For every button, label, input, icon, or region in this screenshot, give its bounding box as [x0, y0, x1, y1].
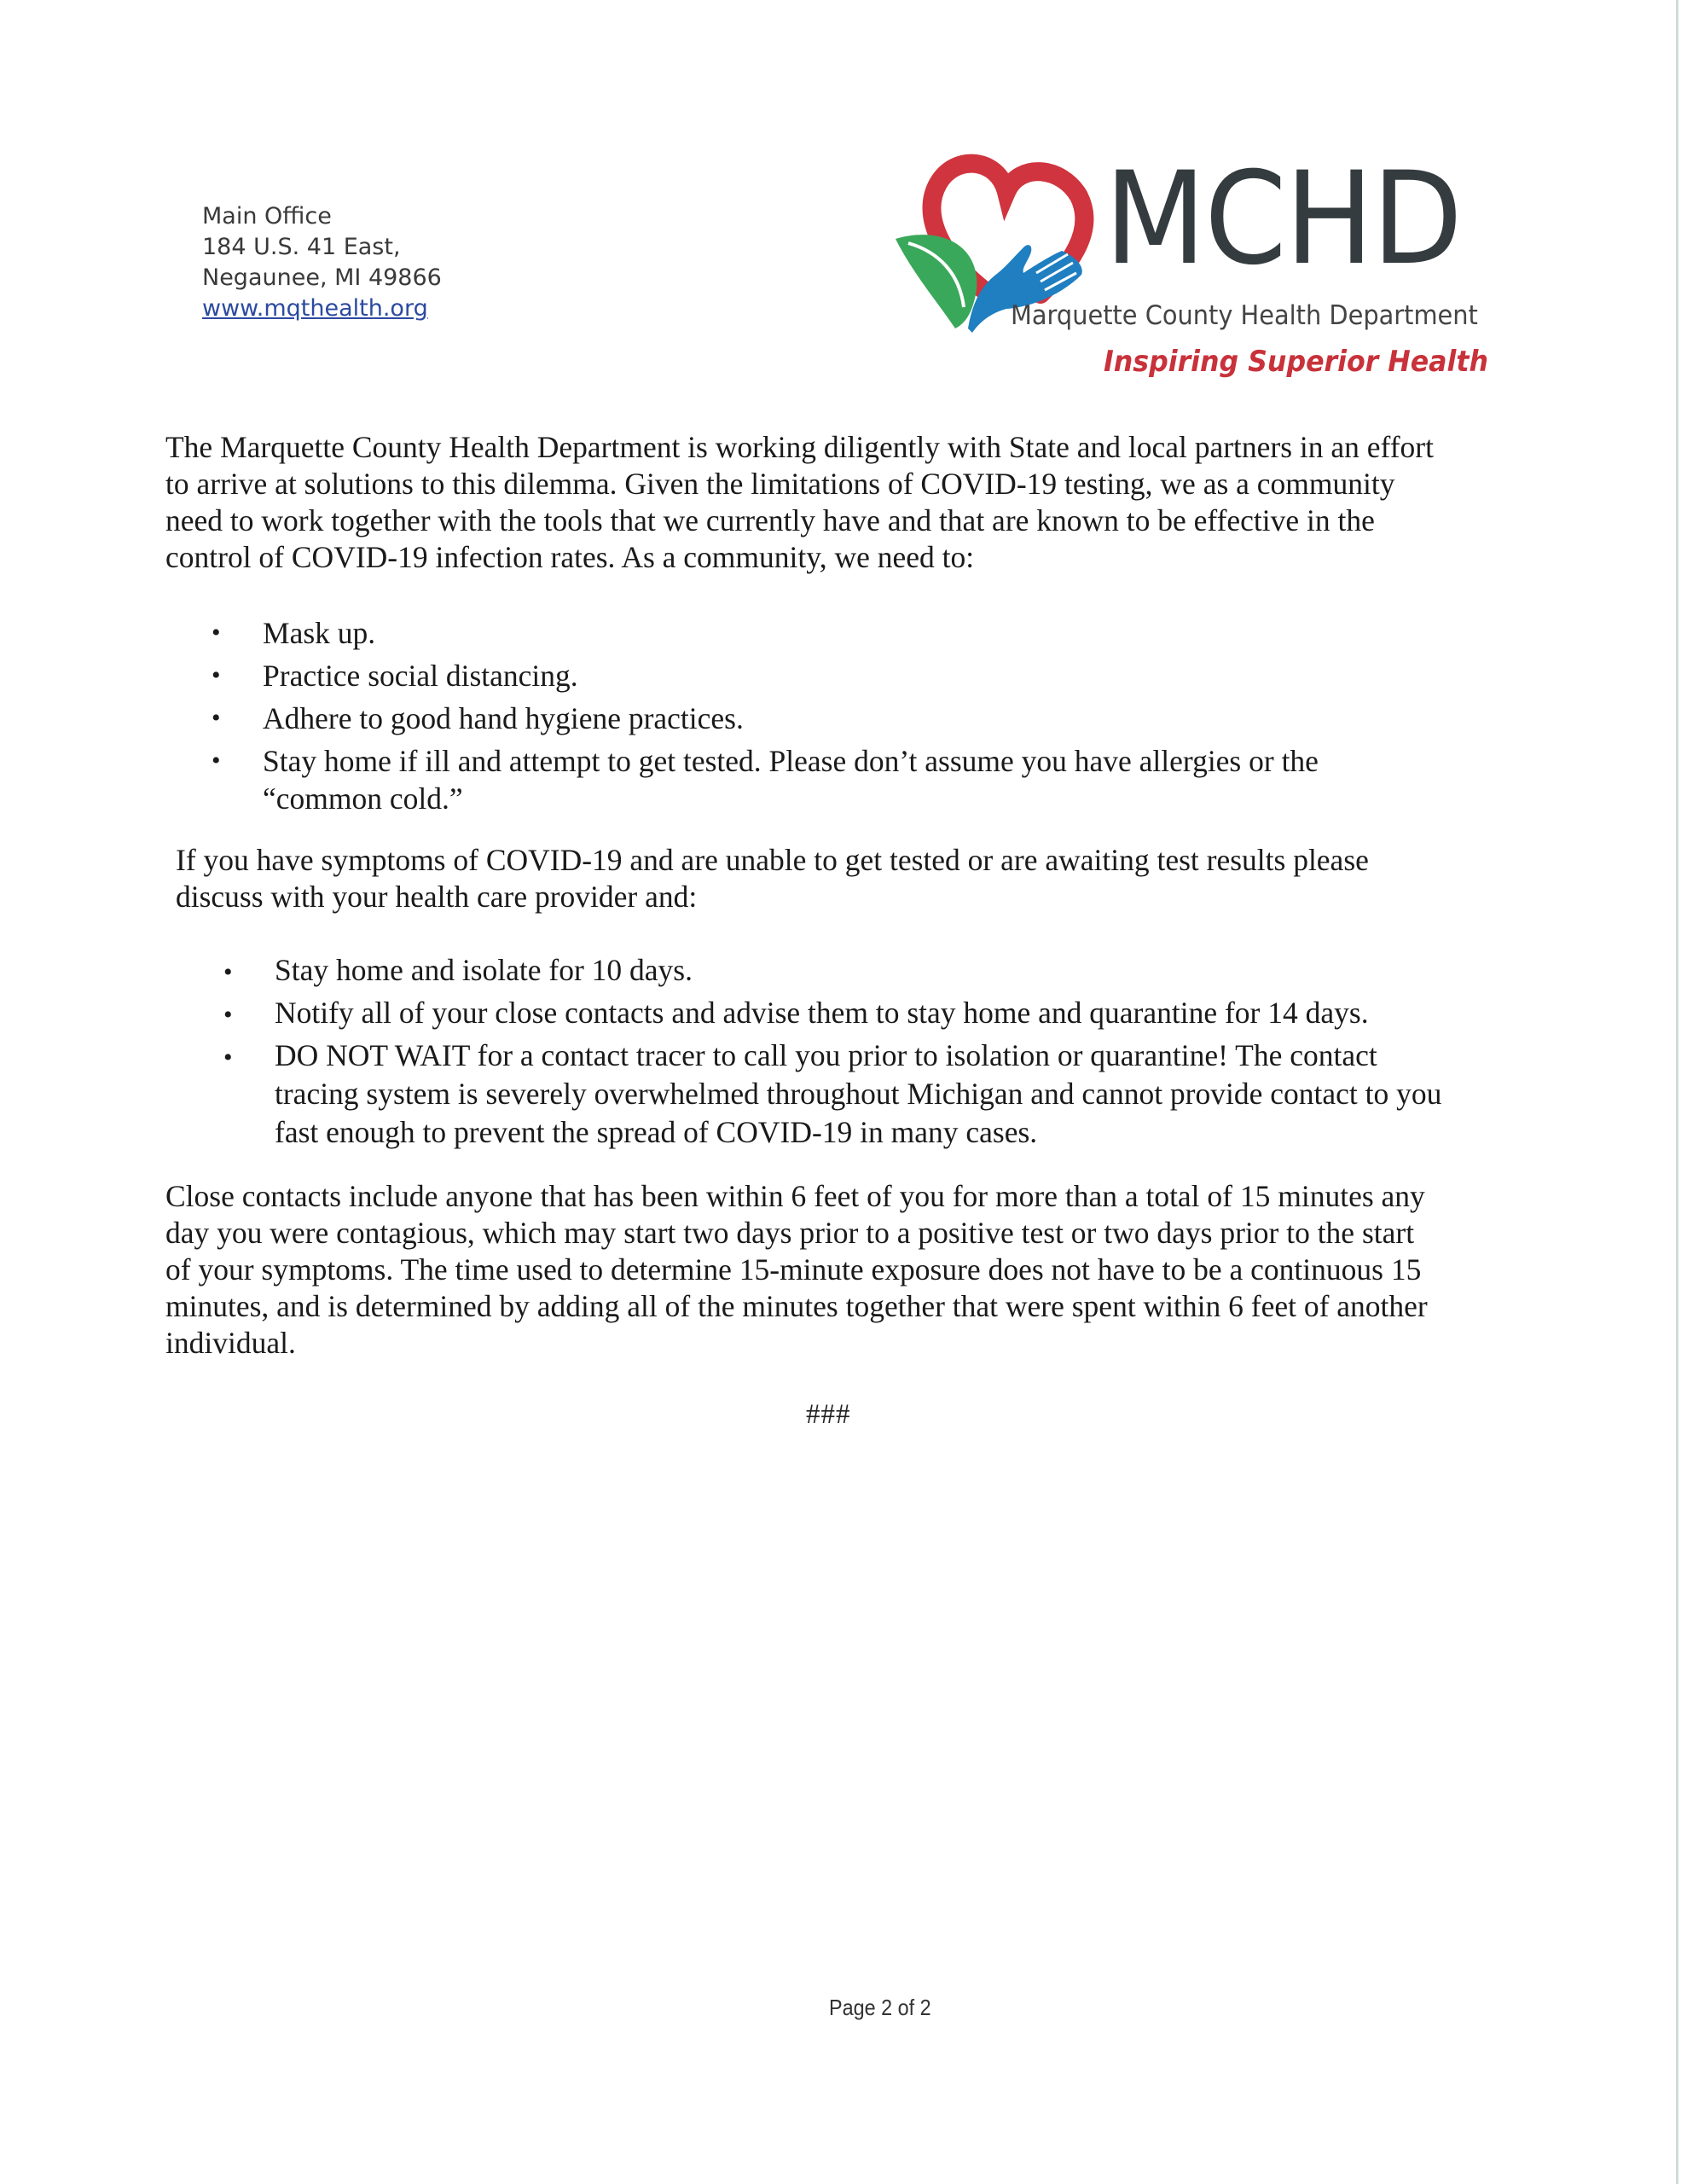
end-of-document-mark: ### [806, 1399, 851, 1430]
text-line: to arrive at solutions to this dilemma. Given the limitations of COVID-19 testing, we as a community [165, 467, 1395, 501]
list-item-text: fast enough to prevent the spread of COVID-19 in many cases. [275, 1115, 1038, 1149]
bullet-icon: • [212, 746, 221, 775]
list-item [212, 612, 1319, 654]
text-line: day you were contagious, which may start two days prior to a positive test or two days prior to the start [165, 1216, 1415, 1250]
text-line: If you have symptoms of COVID-19 and are unable to get tested or are awaiting test results please [176, 843, 1369, 877]
logo-acronym: MCHD [1104, 145, 1462, 293]
city-state-zip: Negaunee, MI 49866 [202, 264, 442, 291]
list-item [223, 951, 1441, 990]
close-contacts-paragraph [165, 1178, 1522, 1362]
website-link[interactable]: www.mqthealth.org [202, 295, 428, 322]
text-line: discuss with your health care provider and: [176, 880, 698, 914]
leaf-icon [896, 235, 977, 328]
list-item [223, 994, 1441, 1032]
list-item-text: Stay home and isolate for 10 days. [275, 953, 693, 987]
bullet-icon: • [212, 661, 221, 689]
text-line: control of COVID-19 infection rates. As a community, we need to: [165, 540, 975, 574]
logo-organization-name: Marquette County Health Department [1011, 300, 1478, 331]
text-line: The Marquette County Health Department is working diligently with State and local partners in an effort [165, 430, 1434, 464]
office-label: Main Office [202, 203, 332, 229]
mchd-logo [887, 136, 1501, 392]
symptom-actions-list [223, 951, 1441, 1156]
text-line: need to work together with the tools that we currently have and that are known to be effective in the [165, 503, 1375, 537]
list-item [212, 697, 1319, 740]
office-address [202, 201, 442, 324]
community-actions-list [212, 612, 1319, 815]
list-item-text: Adhere to good hand hygiene practices. [263, 701, 744, 735]
list-item-text: Mask up. [263, 616, 376, 650]
text-line: minutes, and is determined by adding all of the minutes together that were spent within 6 feet of another [165, 1289, 1428, 1323]
list-item [212, 654, 1319, 697]
bullet-icon: • [212, 619, 221, 647]
bullet-icon: • [223, 1001, 233, 1029]
list-item-text: Practice social distancing. [263, 659, 578, 693]
list-item [212, 740, 1319, 815]
intro-paragraph [165, 429, 1530, 576]
street-address: 184 U.S. 41 East, [202, 234, 401, 260]
list-item-text: Stay home if ill and attempt to get tested. Please don’t assume you have allergies or the [263, 744, 1319, 778]
list-item-text: “common cold.” [263, 781, 463, 816]
bullet-icon: • [223, 958, 233, 986]
scan-edge-line [1676, 0, 1678, 2184]
text-line: individual. [165, 1326, 296, 1360]
page-number: Page 2 of 2 [829, 1995, 931, 2020]
bullet-icon: • [212, 704, 221, 732]
text-line: of your symptoms. The time used to determine 15-minute exposure does not have to be a continuous 15 [165, 1252, 1422, 1287]
list-item [223, 1037, 1441, 1152]
symptoms-paragraph [176, 842, 1506, 915]
list-item-text: tracing system is severely overwhelmed throughout Michigan and cannot provide contact to you [275, 1077, 1442, 1111]
text-line: Close contacts include anyone that has been within 6 feet of you for more than a total of 15 minutes any [165, 1179, 1425, 1213]
list-item-text: Notify all of your close contacts and advise them to stay home and quarantine for 14 days. [275, 996, 1369, 1030]
list-item-text: DO NOT WAIT for a contact tracer to call you prior to isolation or quarantine! The contact [275, 1038, 1377, 1072]
bullet-icon: • [223, 1043, 233, 1072]
logo-tagline: Inspiring Superior Health [1104, 345, 1488, 379]
